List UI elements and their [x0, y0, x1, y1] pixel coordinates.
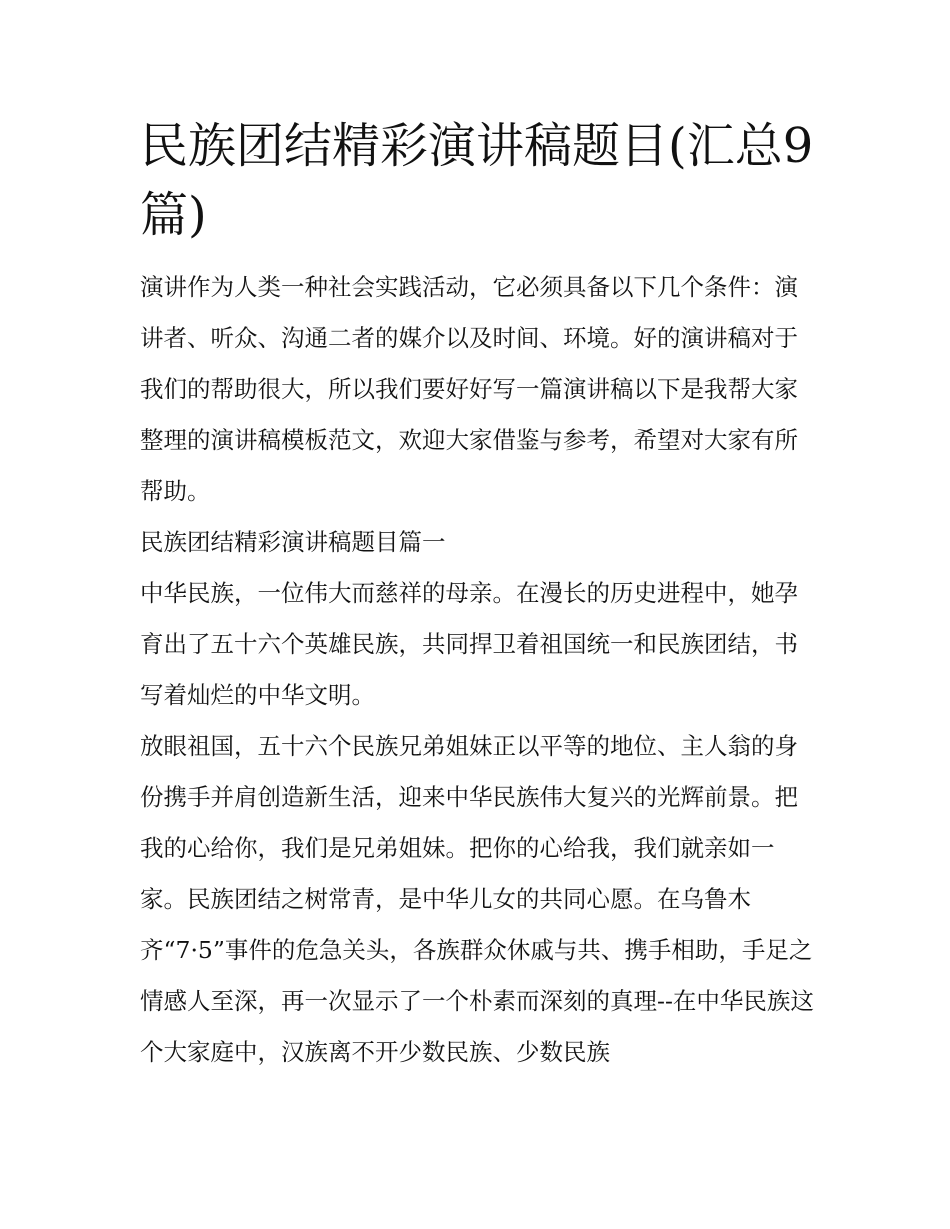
body-paragraph-2: 放眼祖国，五十六个民族兄弟姐妹正以平等的地位、主人翁的身份携手并肩创造新生活，迎来中华民族伟大复兴的光辉前景。把我的心给你，我们是兄弟姐妹。把你的心给我，我们就亲如一家。民族团结之树常青，是中华儿女的共同心愿。在乌鲁木齐“7·5”事件的危急关头，各族群众休戚与共、携手相助，手足之情感人至深，再一次显示了一个朴素而深刻的真理--在中华民族这个大家庭中，汉族离不开少数民族、少数民族 [140, 732, 814, 1066]
body-paragraph-1: 中华民族，一位伟大而慈祥的母亲。在漫长的历史进程中，她孕育出了五十六个英雄民族，共同捍卫着祖国统一和民族团结，书写着灿烂的中华文明。 [140, 579, 798, 709]
document-content [140, 112, 815, 1078]
document-body [140, 262, 815, 1078]
intro-paragraph: 演讲作为人类一种社会实践活动，它必须具备以下几个条件：演讲者、听众、沟通二者的媒介以及时间、环境。好的演讲稿对于我们的帮助很大，所以我们要好好写一篇演讲稿以下是我帮大家整理的演讲稿模板范文，欢迎大家借鉴与参考，希望对大家有所帮助。 [140, 273, 798, 505]
document-title: 民族团结精彩演讲稿题目(汇总9篇) [140, 118, 814, 243]
section-heading: 民族团结精彩演讲稿题目篇一 [140, 528, 446, 556]
